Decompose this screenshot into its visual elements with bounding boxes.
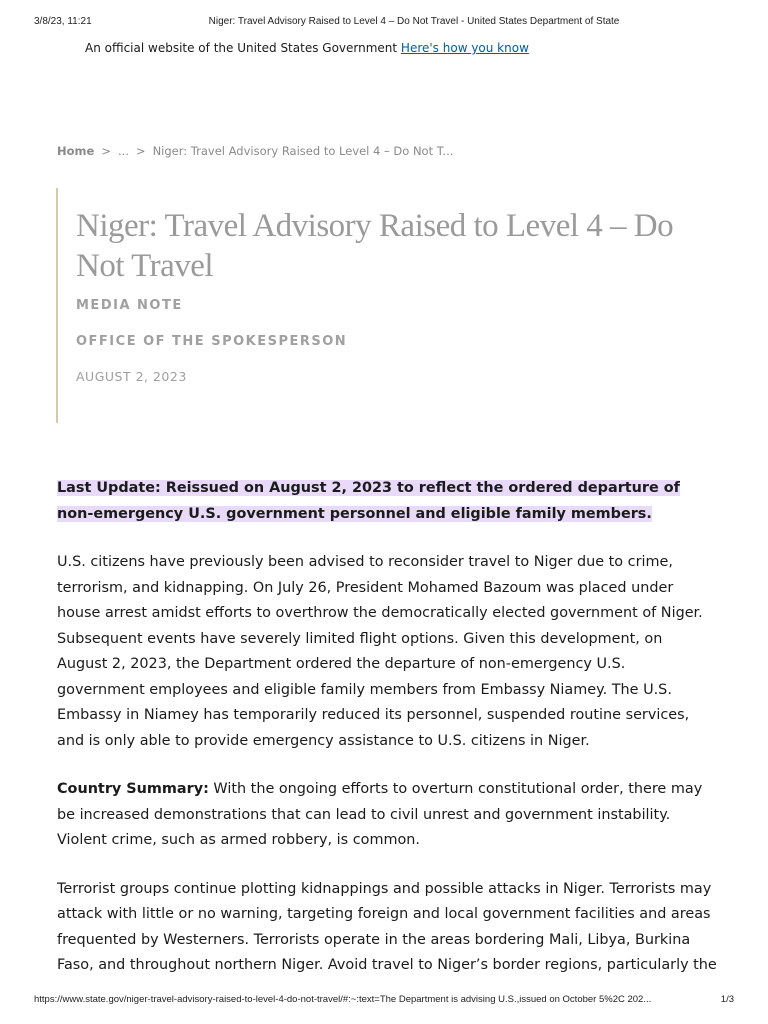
print-footer	[34, 994, 734, 1008]
article-header	[56, 188, 696, 423]
article-date: AUGUST 2, 2023	[76, 369, 187, 384]
breadcrumb-collapsed[interactable]: ...	[117, 144, 129, 158]
breadcrumb-current: Niger: Travel Advisory Raised to Level 4 – Do Not T...	[152, 144, 454, 158]
article-body	[57, 476, 717, 1002]
last-update-paragraph	[57, 476, 717, 527]
print-document-title: Niger: Travel Advisory Raised to Level 4 – Do Not Travel - United States Department of State	[208, 16, 620, 27]
heres-how-you-know-link[interactable]: Here's how you know	[400, 41, 529, 55]
print-date: 3/8/23, 11:21	[34, 16, 92, 27]
breadcrumb	[57, 144, 453, 158]
page-title: Niger: Travel Advisory Raised to Level 4 – Do Not Travel	[76, 208, 674, 284]
country-summary-text: With the ongoing efforts to overturn constitutional order, there may be increased demonstrations that can lead to civil unrest and government instability. Violent crime, such as armed robbery, is common.	[57, 781, 703, 848]
official-website-banner	[85, 41, 529, 55]
breadcrumb-separator: >	[135, 144, 146, 158]
article-office[interactable]: OFFICE OF THE SPOKESPERSON	[76, 334, 348, 349]
breadcrumb-separator: >	[101, 144, 111, 158]
article-type: MEDIA NOTE	[76, 298, 183, 313]
country-summary-paragraph	[57, 777, 717, 854]
terrorism-paragraph: Terrorist groups continue plotting kidnappings and possible attacks in Niger. Terrorists may attack with little or no warning, targeting foreign and local government facilities and areas frequented by Westerners. Terrorists operate in the areas bordering Mali, Libya, Burkina Faso, and throughout northern Niger. Avoid travel to Niger’s border regions, particularly the	[57, 880, 717, 973]
last-update-highlight: Last Update: Reissued on August 2, 2023 to reflect the ordered departure of non-emergency U.S. government personnel and eligible family members.	[57, 480, 680, 522]
breadcrumb-home[interactable]: Home	[57, 144, 95, 158]
print-header	[34, 16, 734, 30]
print-url: https://www.state.gov/niger-travel-advisory-raised-to-level-4-do-not-travel/#:~:text=The Department is advising U.S.,issued on October 5%2C 202...	[34, 994, 652, 1005]
country-summary-label: Country Summary:	[57, 781, 209, 797]
advisory-paragraph: U.S. citizens have previously been advised to reconsider travel to Niger due to crime, terrorism, and kidnapping. On July 26, President Mohamed Bazoum was placed under house arrest amidst efforts to overthrow the democratically elected government of Niger. Subsequent events have severely limited flight options. Given this development, on August 2, 2023, the Department ordered the departure of non-emergency U.S. government employees and eligible family members from Embassy Niamey. The U.S. Embassy in Niamey has temporarily reduced its personnel, suspended routine services, and is only able to provide emergency assistance to U.S. citizens in Niger.	[57, 554, 703, 749]
page-number: 1/3	[720, 994, 734, 1005]
official-website-text: An official website of the United States Government	[85, 41, 401, 55]
